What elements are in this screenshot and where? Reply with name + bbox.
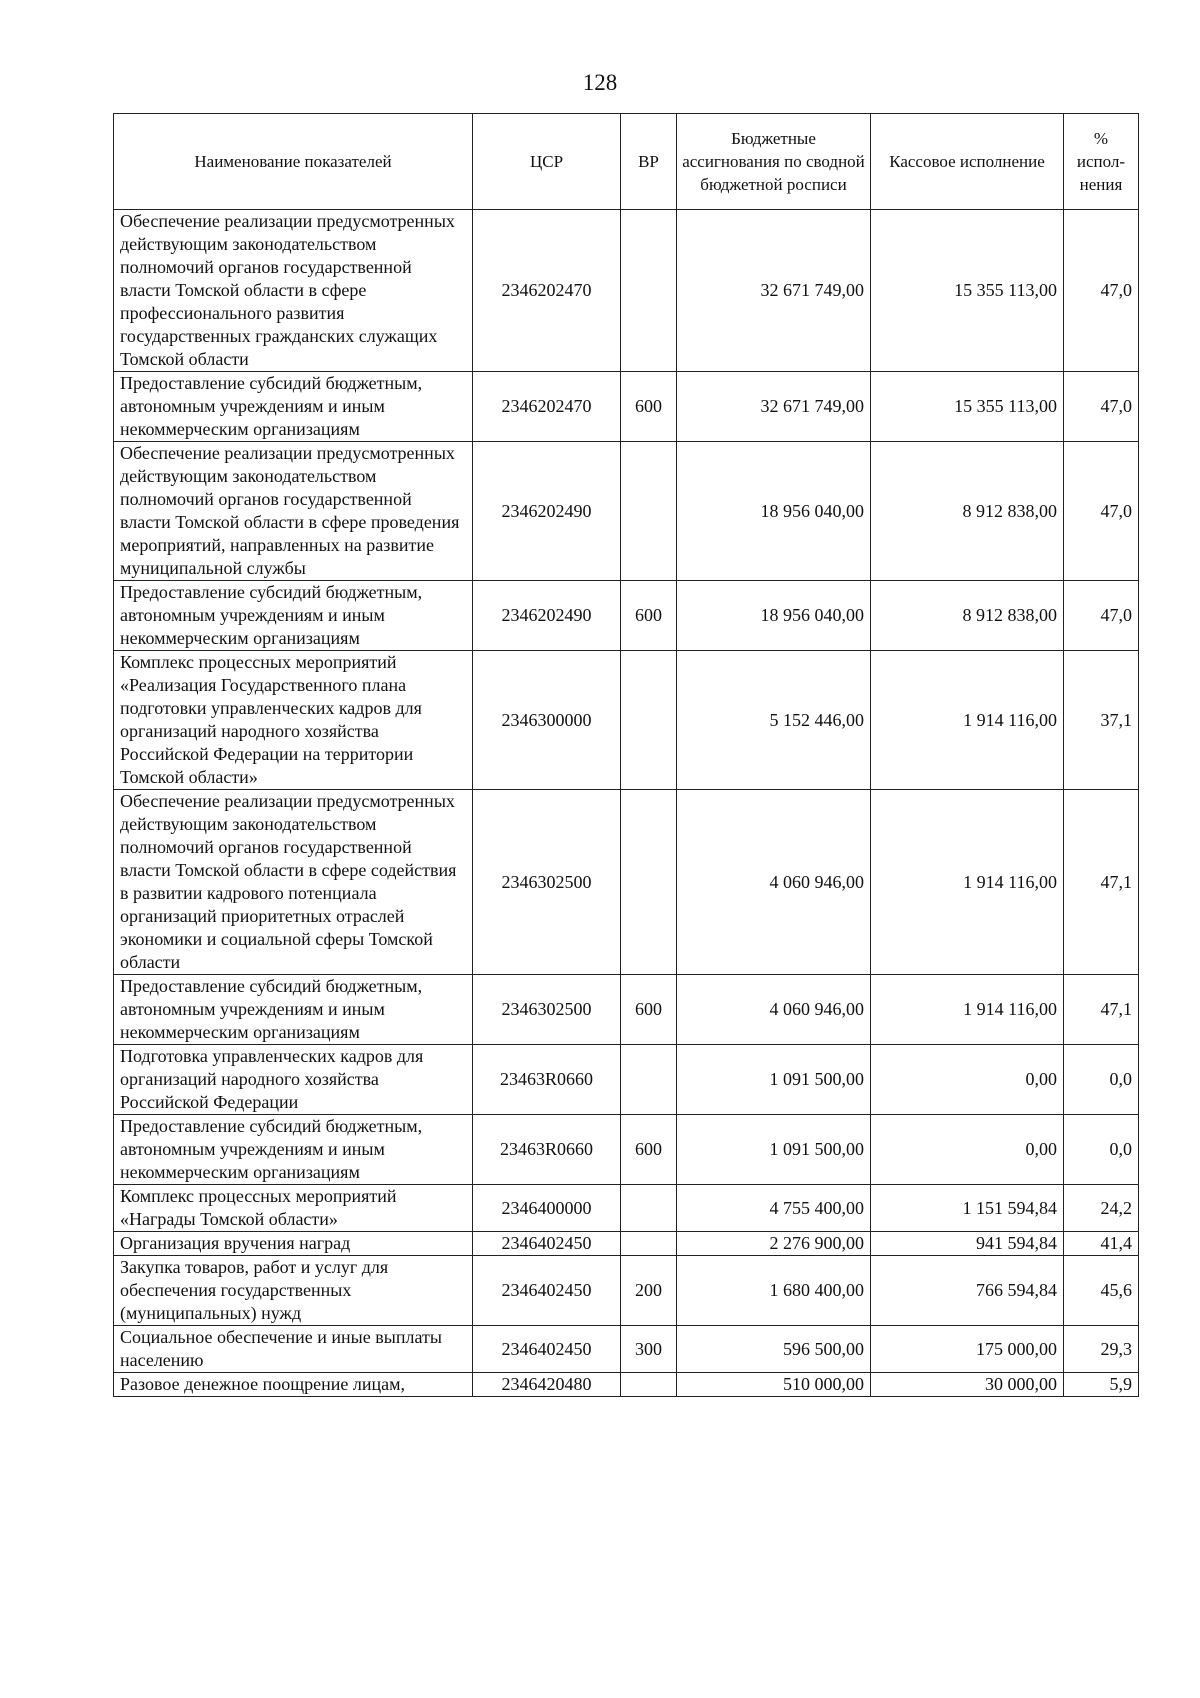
row-name: Предоставление субсидий бюджетным, автономным учреждениям и иным некоммерческим организациям: [114, 581, 473, 651]
row-csr: 2346402450: [473, 1326, 621, 1373]
row-percent: 47,0: [1064, 442, 1139, 581]
row-vr: [621, 1232, 677, 1256]
row-budget: 510 000,00: [677, 1373, 871, 1397]
row-cash: 15 355 113,00: [871, 372, 1064, 442]
row-budget: 4 755 400,00: [677, 1185, 871, 1232]
row-percent: 47,1: [1064, 790, 1139, 975]
table-row: [114, 790, 1139, 975]
row-percent: 37,1: [1064, 651, 1139, 790]
row-percent: 24,2: [1064, 1185, 1139, 1232]
row-cash: 30 000,00: [871, 1373, 1064, 1397]
row-name: Обеспечение реализации предусмотренных действующим законодательством полномочий органов государственной власти Томской области в сфере профессионального развития государственных гражданских служащих Томской области: [114, 210, 473, 372]
row-cash: 175 000,00: [871, 1326, 1064, 1373]
row-budget: 4 060 946,00: [677, 975, 871, 1045]
table-row: [114, 1326, 1139, 1373]
row-cash: 0,00: [871, 1045, 1064, 1115]
row-percent: 5,9: [1064, 1373, 1139, 1397]
table-row: [114, 651, 1139, 790]
row-csr: 2346402450: [473, 1256, 621, 1326]
row-cash: 941 594,84: [871, 1232, 1064, 1256]
row-csr: 2346302500: [473, 790, 621, 975]
table-row: [114, 1232, 1139, 1256]
row-budget: 4 060 946,00: [677, 790, 871, 975]
row-name: Организация вручения наград: [114, 1232, 473, 1256]
table-row: [114, 581, 1139, 651]
row-cash: 1 914 116,00: [871, 790, 1064, 975]
row-percent: 45,6: [1064, 1256, 1139, 1326]
table-body: [114, 210, 1139, 1397]
row-name: Комплекс процессных мероприятий «Реализация Государственного плана подготовки управленческих кадров для организаций народного хозяйства Российской Федерации на территории Томской области»: [114, 651, 473, 790]
row-csr: 2346420480: [473, 1373, 621, 1397]
row-vr: [621, 1373, 677, 1397]
header-csr: ЦСР: [473, 114, 621, 210]
table-row: [114, 1256, 1139, 1326]
table-row: [114, 1045, 1139, 1115]
row-csr: 23463R0660: [473, 1115, 621, 1185]
header-cash: Кассовое исполнение: [871, 114, 1064, 210]
table-row: [114, 1185, 1139, 1232]
row-name: Комплекс процессных мероприятий «Награды Томской области»: [114, 1185, 473, 1232]
row-percent: 29,3: [1064, 1326, 1139, 1373]
table-row: [114, 210, 1139, 372]
row-name: Предоставление субсидий бюджетным, автономным учреждениям и иным некоммерческим организациям: [114, 975, 473, 1045]
table-row: [114, 1373, 1139, 1397]
row-cash: 766 594,84: [871, 1256, 1064, 1326]
row-percent: 0,0: [1064, 1045, 1139, 1115]
row-csr: 2346202490: [473, 442, 621, 581]
row-budget: 18 956 040,00: [677, 442, 871, 581]
header-percent: % испол-нения: [1064, 114, 1139, 210]
header-budget: Бюджетные ассигнования по сводной бюджетной росписи: [677, 114, 871, 210]
row-budget: 596 500,00: [677, 1326, 871, 1373]
header-name: Наименование показателей: [114, 114, 473, 210]
row-percent: 41,4: [1064, 1232, 1139, 1256]
row-vr: [621, 1185, 677, 1232]
row-vr: 300: [621, 1326, 677, 1373]
row-cash: 1 914 116,00: [871, 651, 1064, 790]
row-percent: 47,0: [1064, 581, 1139, 651]
page-number: 128: [582, 70, 618, 95]
budget-execution-table: [113, 113, 1139, 1397]
row-vr: [621, 790, 677, 975]
row-name: Обеспечение реализации предусмотренных действующим законодательством полномочий органов государственной власти Томской области в сфере содействия в развитии кадрового потенциала организаций приоритетных отраслей экономики и социальной сферы Томской области: [114, 790, 473, 975]
row-cash: 1 151 594,84: [871, 1185, 1064, 1232]
row-budget: 1 680 400,00: [677, 1256, 871, 1326]
row-csr: 2346202470: [473, 372, 621, 442]
row-budget: 18 956 040,00: [677, 581, 871, 651]
row-percent: 47,0: [1064, 372, 1139, 442]
table-row: [114, 372, 1139, 442]
row-csr: 2346202490: [473, 581, 621, 651]
table-row: [114, 1115, 1139, 1185]
row-vr: [621, 210, 677, 372]
row-vr: [621, 651, 677, 790]
row-budget: 2 276 900,00: [677, 1232, 871, 1256]
row-cash: 8 912 838,00: [871, 581, 1064, 651]
row-budget: 1 091 500,00: [677, 1045, 871, 1115]
row-name: Обеспечение реализации предусмотренных действующим законодательством полномочий органов государственной власти Томской области в сфере проведения мероприятий, направленных на развитие муниципальной службы: [114, 442, 473, 581]
row-vr: [621, 1045, 677, 1115]
row-csr: 2346202470: [473, 210, 621, 372]
row-csr: 23463R0660: [473, 1045, 621, 1115]
row-budget: 32 671 749,00: [677, 210, 871, 372]
table-header: [114, 114, 1139, 210]
row-csr: 2346300000: [473, 651, 621, 790]
row-vr: [621, 442, 677, 581]
table-row: [114, 442, 1139, 581]
row-name: Предоставление субсидий бюджетным, автономным учреждениям и иным некоммерческим организациям: [114, 1115, 473, 1185]
row-cash: 0,00: [871, 1115, 1064, 1185]
row-cash: 1 914 116,00: [871, 975, 1064, 1045]
row-cash: 8 912 838,00: [871, 442, 1064, 581]
row-vr: 200: [621, 1256, 677, 1326]
row-budget: 32 671 749,00: [677, 372, 871, 442]
row-percent: 47,0: [1064, 210, 1139, 372]
row-csr: 2346302500: [473, 975, 621, 1045]
row-vr: 600: [621, 372, 677, 442]
row-budget: 5 152 446,00: [677, 651, 871, 790]
row-budget: 1 091 500,00: [677, 1115, 871, 1185]
row-percent: 0,0: [1064, 1115, 1139, 1185]
table-row: [114, 975, 1139, 1045]
row-name: Подготовка управленческих кадров для организаций народного хозяйства Российской Федерации: [114, 1045, 473, 1115]
row-name: Предоставление субсидий бюджетным, автономным учреждениям и иным некоммерческим организациям: [114, 372, 473, 442]
row-percent: 47,1: [1064, 975, 1139, 1045]
row-csr: 2346400000: [473, 1185, 621, 1232]
row-vr: 600: [621, 1115, 677, 1185]
row-name: Закупка товаров, работ и услуг для обеспечения государственных (муниципальных) нужд: [114, 1256, 473, 1326]
row-name: Разовое денежное поощрение лицам,: [114, 1373, 473, 1397]
row-csr: 2346402450: [473, 1232, 621, 1256]
row-cash: 15 355 113,00: [871, 210, 1064, 372]
row-vr: 600: [621, 581, 677, 651]
header-vr: ВР: [621, 114, 677, 210]
row-vr: 600: [621, 975, 677, 1045]
row-name: Социальное обеспечение и иные выплаты населению: [114, 1326, 473, 1373]
